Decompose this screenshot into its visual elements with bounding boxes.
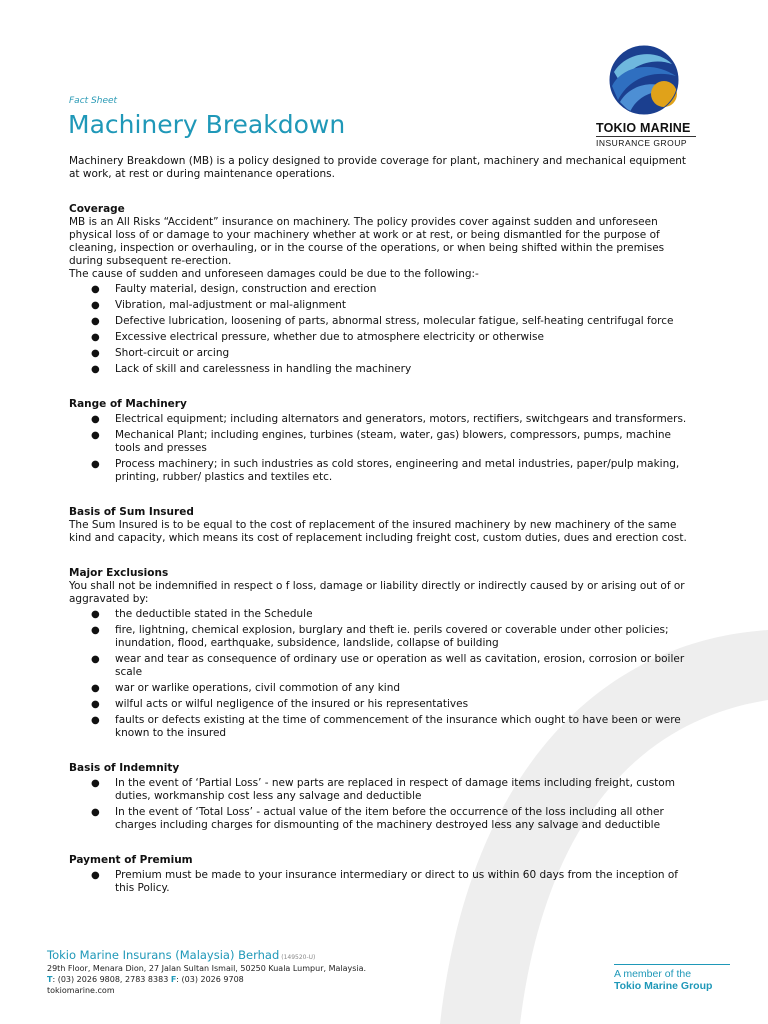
list-item: ● Defective lubrication, loosening of parts, abnormal stress, molecular fatigue, self-heating centrifugal force	[91, 315, 674, 327]
footer-address: 29th Floor, Menara Dion, 27 Jalan Sultan Ismail, 50250 Kuala Lumpur, Malaysia.	[47, 964, 367, 973]
bullet-icon: ●	[91, 430, 100, 441]
footer-website[interactable]: tokiomarine.com	[47, 986, 115, 995]
member-divider	[614, 964, 730, 965]
bullet-icon: ●	[91, 699, 100, 710]
footer-company-name: Tokio Marine Insurans (Malaysia) Berhad (149520-U)	[47, 948, 316, 962]
list-item: ● the deductible stated in the Schedule	[91, 608, 313, 620]
bullet-icon: ●	[91, 778, 100, 789]
section-heading: Basis of Indemnity	[69, 762, 180, 774]
bullet-icon: ●	[91, 414, 100, 425]
indemnity-section	[69, 762, 693, 832]
section-heading: Range of Machinery	[69, 398, 187, 410]
list-item: ● Faulty material, design, construction and erection	[91, 283, 377, 295]
list-item: ● wear and tear as consequence of ordinary use or operation as well as cavitation, erosion, corrosion or boiler scale	[91, 653, 685, 678]
footer-contact	[47, 963, 366, 996]
list-item: ● In the event of ‘Partial Loss’ - new parts are replaced in respect of damage items including freight, custom duties, workmanship cost less any salvage and deductible	[91, 777, 675, 802]
footer-phone-fax: T: (03) 2026 9808, 2783 8383 F: (03) 2026 9708	[47, 975, 244, 984]
premium-section	[69, 854, 693, 895]
company-reg-number: (149520-U)	[281, 954, 316, 961]
section-heading: Coverage	[69, 203, 125, 215]
member-of-group-badge	[614, 964, 730, 992]
tokio-marine-globe-icon	[606, 42, 686, 120]
exclusions-text: You shall not be indemnified in respect o f loss, damage or liability directly or indirectly caused by or arising out of or aggravated by:	[69, 580, 685, 605]
indemnity-list	[69, 777, 693, 832]
sum-insured-text: The Sum Insured is to be equal to the cost of replacement of the insured machinery by new machinery of the same kind and capacity, which means its cost of replacement including freight cost, custom duties, dues and erection cost.	[69, 519, 687, 544]
bullet-icon: ●	[91, 284, 100, 295]
coverage-list	[69, 283, 693, 376]
document-body	[69, 155, 693, 917]
list-item: ● Premium must be made to your insurance intermediary or direct to us within 60 days from the inception of this Policy.	[91, 869, 678, 894]
list-item: ● Electrical equipment; including alternators and generators, motors, rectifiers, switchgears and transformers.	[91, 413, 687, 425]
list-item: ● Excessive electrical pressure, whether due to atmosphere electricity or otherwise	[91, 331, 544, 343]
bullet-icon: ●	[91, 364, 100, 375]
member-line-2: Tokio Marine Group	[614, 980, 713, 992]
logo-wordmark: TOKIO MARINE	[596, 121, 691, 135]
section-heading: Payment of Premium	[69, 854, 193, 866]
coverage-section	[69, 203, 693, 376]
coverage-causes-text: The cause of sudden and unforeseen damages could be due to the following:-	[69, 268, 479, 280]
exclusions-section	[69, 567, 693, 740]
bullet-icon: ●	[91, 459, 100, 470]
page-title: Machinery Breakdown	[68, 110, 346, 139]
list-item: ● Lack of skill and carelessness in handling the machinery	[91, 363, 412, 375]
range-list	[69, 413, 693, 484]
list-item: ● wilful acts or wilful negligence of the insured or his representatives	[91, 698, 469, 710]
logo-divider	[596, 136, 696, 137]
range-section	[69, 398, 693, 484]
member-line-1: A member of the	[614, 968, 692, 980]
bullet-icon: ●	[91, 609, 100, 620]
bullet-icon: ●	[91, 683, 100, 694]
bullet-icon: ●	[91, 300, 100, 311]
bullet-icon: ●	[91, 715, 100, 726]
fact-sheet-label: Fact Sheet	[69, 96, 118, 106]
list-item: ● Process machinery; in such industries as cold stores, engineering and metal industries, paper/pulp making, printing, rubber/ plastics and textiles etc.	[91, 458, 680, 483]
intro-paragraph: Machinery Breakdown (MB) is a policy designed to provide coverage for plant, machinery and mechanical equipment at work, at rest or during maintenance operations.	[69, 155, 687, 180]
list-item: ● Mechanical Plant; including engines, turbines (steam, water, gas) blowers, compressors, pumps, machine tools and presses	[91, 429, 671, 454]
list-item: ● fire, lightning, chemical explosion, burglary and theft ie. perils covered or coverable under other policies; inundation, flood, earthquake, subsidence, landslide, collapse of building	[91, 624, 669, 649]
section-heading: Major Exclusions	[69, 567, 169, 579]
section-heading: Basis of Sum Insured	[69, 506, 194, 518]
bullet-icon: ●	[91, 625, 100, 636]
bullet-icon: ●	[91, 348, 100, 359]
coverage-text: MB is an All Risks “Accident” insurance on machinery. The policy provides cover against sudden and unforeseen physical loss of or damage to your machinery whether at work or at rest, or being dismantled for the purpose of cleaning, inspection or overhauling, or in the course of the operations, or when being shifted within the premises during subsequent re-erection.	[69, 216, 665, 267]
bullet-icon: ●	[91, 316, 100, 327]
list-item: ● Vibration, mal-adjustment or mal-alignment	[91, 299, 346, 311]
bullet-icon: ●	[91, 332, 100, 343]
company-logo	[596, 42, 706, 148]
list-item: ● war or warlike operations, civil commotion of any kind	[91, 682, 401, 694]
list-item: ● Short-circuit or arcing	[91, 347, 230, 359]
premium-list	[69, 869, 693, 895]
list-item: ● faults or defects existing at the time of commencement of the insurance which ought to have been or were known to the insured	[91, 714, 681, 739]
list-item: ● In the event of ‘Total Loss’ - actual value of the item before the occurrence of the loss including all other charges including charges for dismounting of the machinery destroyed less any salvage and deductible	[91, 806, 664, 831]
exclusions-list	[69, 608, 693, 740]
bullet-icon: ●	[91, 807, 100, 818]
sum-insured-section	[69, 506, 693, 545]
bullet-icon: ●	[91, 654, 100, 665]
logo-group-text: INSURANCE GROUP	[596, 138, 688, 148]
bullet-icon: ●	[91, 870, 100, 881]
